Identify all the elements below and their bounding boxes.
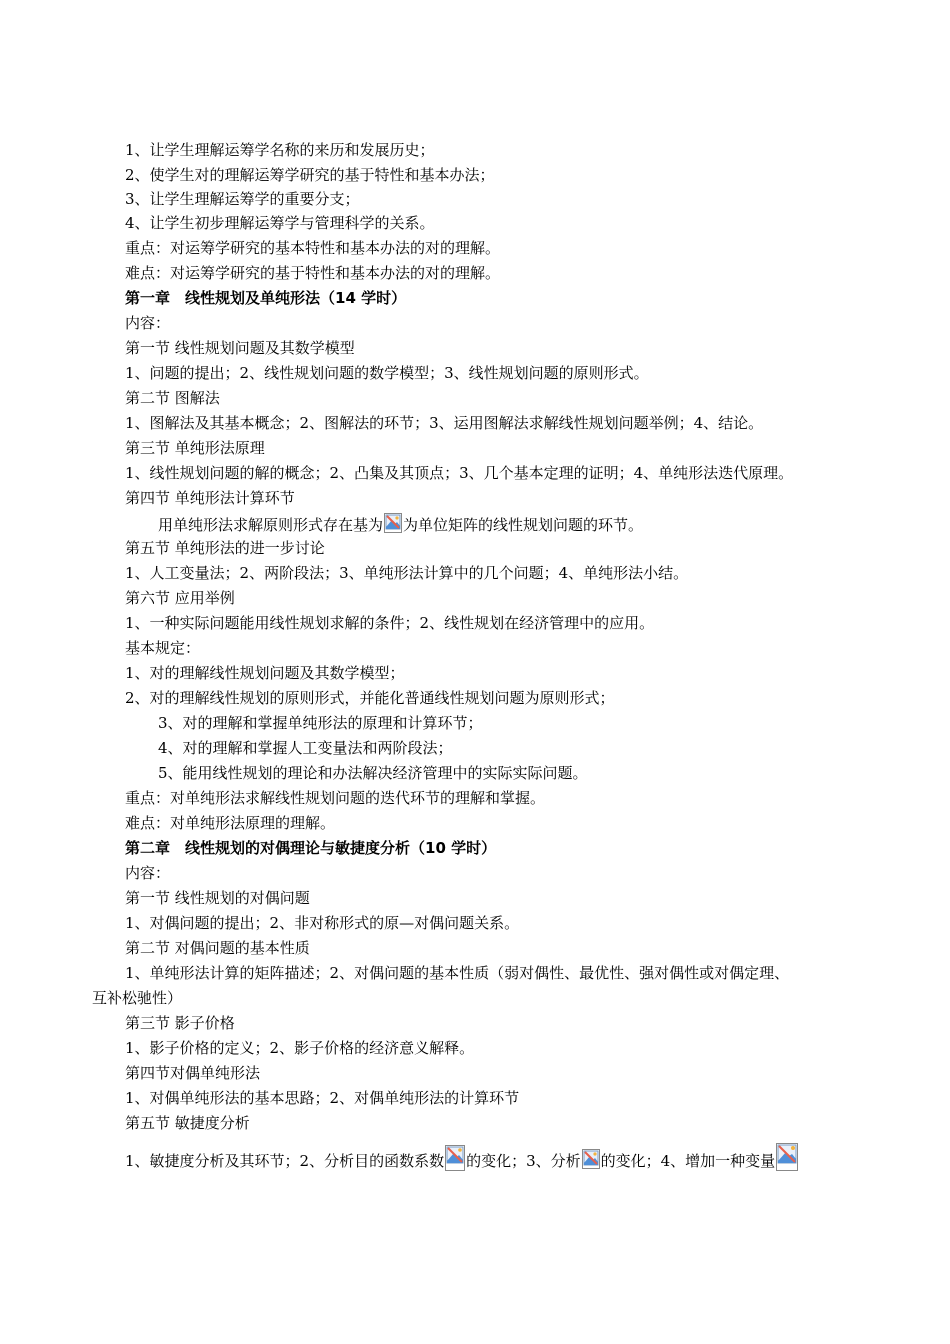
- section-heading: 第四节 单纯形法计算环节: [125, 489, 295, 507]
- section-content-continued: 互补松驰性）: [92, 989, 183, 1007]
- text-segment: 1、敏捷度分析及其环节；2、分析目的函数系数: [125, 1152, 445, 1170]
- key-point: 重点：对单纯形法求解线性规划问题的迭代环节的理解和掌握。: [125, 789, 546, 807]
- section-heading: 第一节 线性规划问题及其数学模型: [125, 339, 355, 357]
- broken-image-icon: [776, 1143, 798, 1171]
- broken-image-icon: [384, 513, 402, 535]
- broken-image-icon: [445, 1145, 465, 1171]
- requirement-item: 2、对的理解线性规划的原则形式，并能化普通线性规划问题为原则形式；: [125, 689, 615, 707]
- text-segment: 为单位矩阵的线性规划问题的环节。: [403, 516, 644, 534]
- section-content: 1、问题的提出；2、线性规划问题的数学模型；3、线性规划问题的原则形式。: [125, 364, 649, 382]
- section-content: 1、单纯形法计算的矩阵描述；2、对偶问题的基本性质（弱对偶性、最优性、强对偶性或对偶定理、: [125, 964, 790, 982]
- requirements-label: 基本规定：: [125, 639, 201, 657]
- content-label: 内容：: [125, 864, 171, 882]
- text-segment: 的变化；4、增加一种变量: [600, 1152, 776, 1170]
- text-segment: 的变化；3、分析: [466, 1152, 581, 1170]
- section-heading: 第三节 影子价格: [125, 1014, 235, 1032]
- section-content: 1、影子价格的定义；2、影子价格的经济意义解释。: [125, 1039, 475, 1057]
- section-content: 1、线性规划问题的解的概念；2、凸集及其顶点；3、几个基本定理的证明；4、单纯形法迭代原理。: [125, 464, 794, 482]
- section-content: 1、图解法及其基本概念；2、图解法的环节；3、运用图解法求解线性规划问题举例；4、结论。: [125, 414, 764, 432]
- requirement-item: 3、对的理解和掌握单纯形法的原理和计算环节；: [158, 714, 483, 732]
- objective-1: 1、让学生理解运筹学名称的来历和发展历史；: [125, 141, 435, 159]
- section-heading: 第五节 单纯形法的进一步讨论: [125, 539, 325, 557]
- section-content: 1、人工变量法；2、两阶段法；3、单纯形法计算中的几个问题；4、单纯形法小结。: [125, 564, 689, 582]
- section-content: 1、对偶单纯形法的基本思路；2、对偶单纯形法的计算环节: [125, 1089, 520, 1107]
- objective-3: 3、让学生理解运筹学的重要分支；: [125, 190, 360, 208]
- difficult-point: 难点：对运筹学研究的基于特性和基本办法的对的理解。: [125, 264, 501, 282]
- section-heading: 第二节 对偶问题的基本性质: [125, 939, 310, 957]
- section-content: [158, 513, 643, 535]
- chapter-1-heading: 第一章 线性规划及单纯形法（14 学时）: [125, 289, 407, 307]
- broken-image-icon: [582, 1149, 600, 1171]
- section-heading: 第六节 应用举例: [125, 589, 235, 607]
- content-label: 内容：: [125, 314, 171, 332]
- key-point: 重点：对运筹学研究的基本特性和基本办法的对的理解。: [125, 239, 501, 257]
- objective-2: 2、使学生对的理解运筹学研究的基于特性和基本办法；: [125, 166, 495, 184]
- section-content: [125, 1143, 799, 1171]
- section-heading: 第五节 敏捷度分析: [125, 1114, 250, 1132]
- difficult-point: 难点：对单纯形法原理的理解。: [125, 814, 336, 832]
- section-heading: 第二节 图解法: [125, 389, 220, 407]
- objective-4: 4、让学生初步理解运筹学与管理科学的关系。: [125, 214, 435, 232]
- requirement-item: 5、能用线性规划的理论和办法解决经济管理中的实际实际问题。: [158, 764, 588, 782]
- section-content: 1、一种实际问题能用线性规划求解的条件；2、线性规划在经济管理中的应用。: [125, 614, 655, 632]
- section-heading: 第四节对偶单纯形法: [125, 1064, 261, 1082]
- section-heading: 第三节 单纯形法原理: [125, 439, 265, 457]
- section-heading: 第一节 线性规划的对偶问题: [125, 889, 310, 907]
- requirement-item: 4、对的理解和掌握人工变量法和两阶段法；: [158, 739, 453, 757]
- chapter-2-heading: 第二章 线性规划的对偶理论与敏捷度分析（10 学时）: [125, 839, 497, 857]
- section-content: 1、对偶问题的提出；2、非对称形式的原—对偶问题关系。: [125, 914, 520, 932]
- text-segment: 用单纯形法求解原则形式存在基为: [158, 516, 384, 534]
- requirement-item: 1、对的理解线性规划问题及其数学模型；: [125, 664, 405, 682]
